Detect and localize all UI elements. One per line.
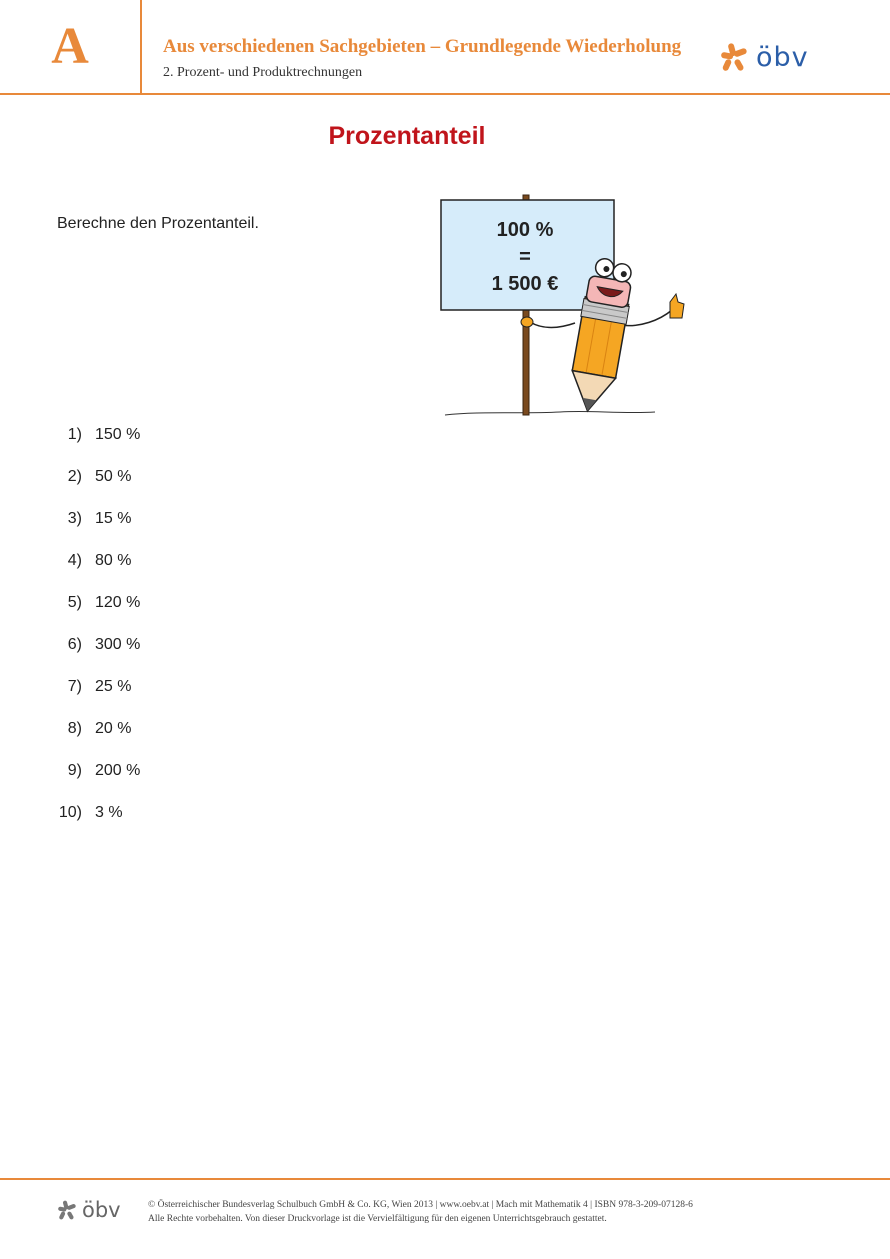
task-value: 300 % [95,636,141,653]
thumbs-up-hand [670,294,684,318]
task-value: 25 % [95,678,132,695]
task-value: 200 % [95,762,141,779]
section-letter: A [51,18,89,75]
pencil-left-hand [521,317,533,327]
task-number: 7) [67,678,82,695]
footer-copyright [148,1198,693,1226]
task-number: 1) [67,426,82,443]
footer-logo [56,1199,121,1221]
page-title: Prozentanteil [328,122,486,150]
task-number: 8) [67,720,82,737]
task-value: 150 % [95,426,141,443]
task-number: 10) [58,804,82,821]
sign-line-2: = [519,246,531,268]
instruction-text: Berechne den Prozentanteil. [57,215,259,232]
pencil-sign-illustration [440,190,700,420]
pencil-tip [566,371,616,415]
sign-line-1: 100 % [496,219,554,241]
header-subtitle: 2. Prozent- und Produktrechnungen [163,65,363,80]
ground-line [445,411,655,415]
logo-text: öbv [756,41,809,73]
header-divider-vertical [140,0,142,94]
sign-line-3: 1 500 € [491,273,559,295]
task-number: 3) [67,510,82,527]
obv-star-icon [718,41,750,73]
task-value: 50 % [95,468,132,485]
footer-line-2: Alle Rechte vorbehalten. Von dieser Druckvorlage ist die Vervielfältigung für den eigenen Unterrichtsgebrauch gestattet. [148,1214,607,1224]
header-title: Aus verschiedenen Sachgebieten – Grundlegende Wiederholung [163,36,682,57]
task-value: 15 % [95,510,132,527]
task-value: 20 % [95,720,132,737]
task-value: 80 % [95,552,132,569]
footer-logo-text: öbv [82,1197,121,1222]
task-number: 6) [67,636,82,653]
header-divider-horizontal [0,93,890,95]
task-value: 120 % [95,594,141,611]
publisher-logo [718,40,809,74]
task-value: 3 % [95,804,123,821]
footer-line-1: © Österreichischer Bundesverlag Schulbuch GmbH & Co. KG, Wien 2013 | www.oebv.at | Mach mit Mathematik 4 | ISBN 978-3-209-07128-6 [148,1200,693,1210]
task-number: 5) [67,594,82,611]
task-number: 9) [67,762,82,779]
task-number: 4) [67,552,82,569]
task-number: 2) [67,468,82,485]
pencil-left-arm [530,322,575,327]
obv-star-icon [56,1199,78,1221]
footer-divider [0,1178,890,1180]
